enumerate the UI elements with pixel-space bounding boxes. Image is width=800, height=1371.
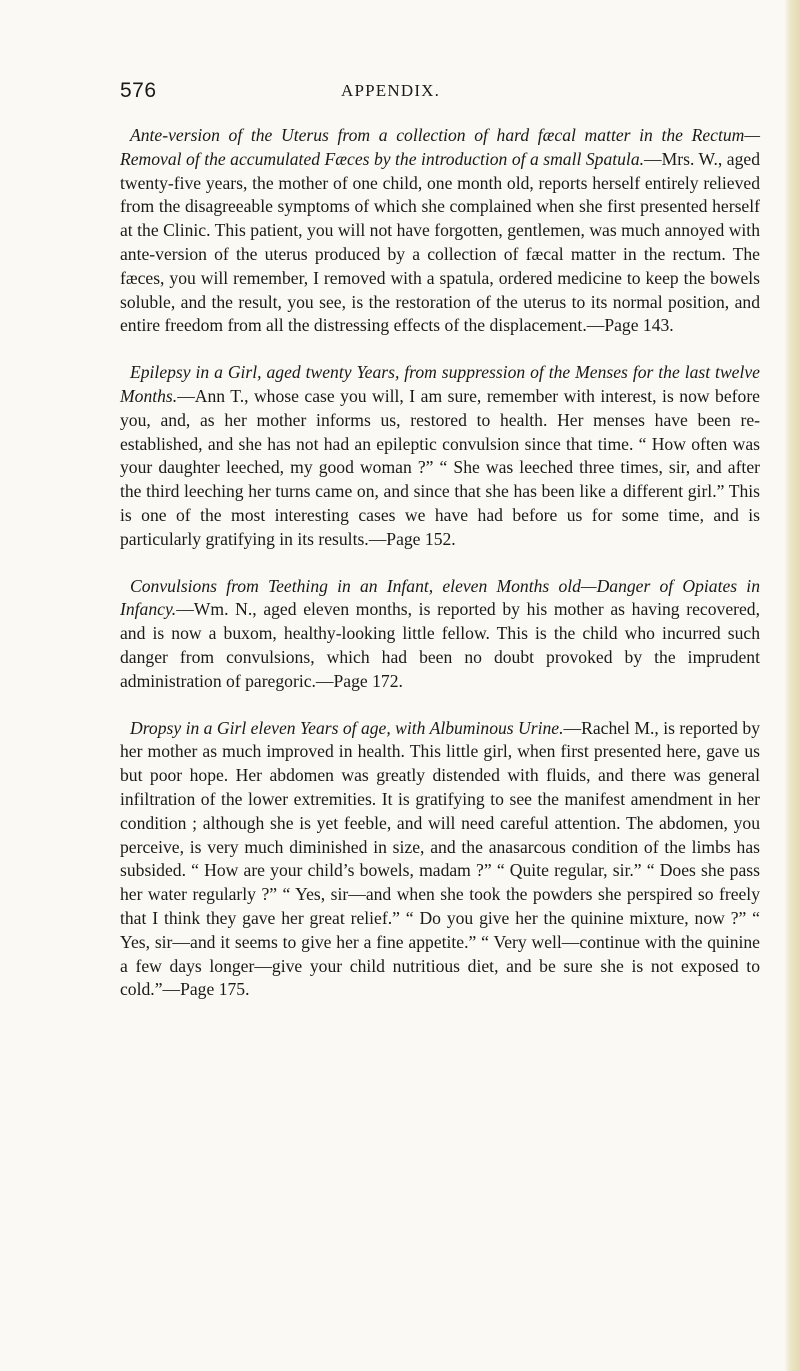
case-text: —Wm. N., aged eleven months, is reported by his mother as having recovered, and is now a buxom, healthy-looking little fellow. This is the child who incurred such danger from convulsions, which had been no doubt provoked by the imprudent administration of paregoric.—Page 172. xyxy=(120,599,760,691)
case-heading: Ante-version of the Uterus from a collection of hard fæcal matter in the Rectum—Removal of the accumulated Fæces by the introduction of a small Spatula. xyxy=(120,125,760,169)
page-edge-shadow xyxy=(784,0,800,1371)
running-title: APPENDIX. xyxy=(341,81,441,100)
case-heading: Epilepsy in a Girl, aged twenty Years, from suppression of the Menses for the last twelve Months. xyxy=(120,362,760,406)
case-heading: Convulsions from Teething in an Infant, eleven Months old—Danger of Opiates in Infancy. xyxy=(120,575,760,620)
case-text: —Ann T., whose case you will, I am sure, remember with interest, is now before you, and, as her mother informs us, restored to health. Her menses have been re-established, and she has not had an epileptic convulsion since that time. “ How often was your daughter leeched, my good woman ?” “ She was leeched three times, sir, and after the third leeching her turns came on, and since that she has been like a different girl.” This is one of the most interesting cases we have had before us for some time, and is particularly gratifying in its results.—Page 152. xyxy=(120,385,760,549)
case-text: —Mrs. W., aged twenty-five years, the mother of one child, one month old, reports herself entirely relieved from the disagreeable symptoms of which she complained when she first presented herself at the Clinic. This patient, you will not have forgotten, gentlemen, was much annoyed with ante-version of the uterus produced by a collection of fæcal matter in the rectum. The fæces, you will remember, I removed with a spatula, ordered medicine to keep the bowels soluble, and the result, you see, is the restoration of the uterus to its normal position, and entire freedom from all the distressing effects of the displacement.—Page 143. xyxy=(120,148,760,336)
page-number: 576 xyxy=(120,79,157,102)
case-entry-dropsy xyxy=(120,717,760,1003)
running-head xyxy=(120,79,760,105)
case-entry-epilepsy xyxy=(120,361,760,551)
case-heading: Dropsy in a Girl eleven Years of age, with Albuminous Urine. xyxy=(130,717,564,738)
case-entry-convulsions xyxy=(120,575,760,694)
page-body xyxy=(120,124,760,1025)
case-text: —Rachel M., is reported by her mother as much improved in health. This little girl, when first presented here, gave us but poor hope. Her abdomen was greatly distended with fluids, and there was general infiltration of the lower extremities. It is gratifying to see the manifest amendment in her condition ; although she is yet feeble, and will need careful attention. The abdomen, you perceive, is very much diminished in size, and the anasarcous condition of the limbs has subsided. “ How are your child’s bowels, madam ?” “ Quite regular, sir.” “ Does she pass her water regularly ?” “ Yes, sir—and when she took the powders she perspired so freely that I think they gave her great relief.” “ Do you give her the quinine mixture, now ?” “ Yes, sir—and it seems to give her a fine appetite.” “ Very well—continue with the quinine a few days longer—give your child nutritious diet, and be sure she is not exposed to cold.”—Page 175. xyxy=(120,717,760,1000)
case-entry-anteversion xyxy=(120,124,760,338)
